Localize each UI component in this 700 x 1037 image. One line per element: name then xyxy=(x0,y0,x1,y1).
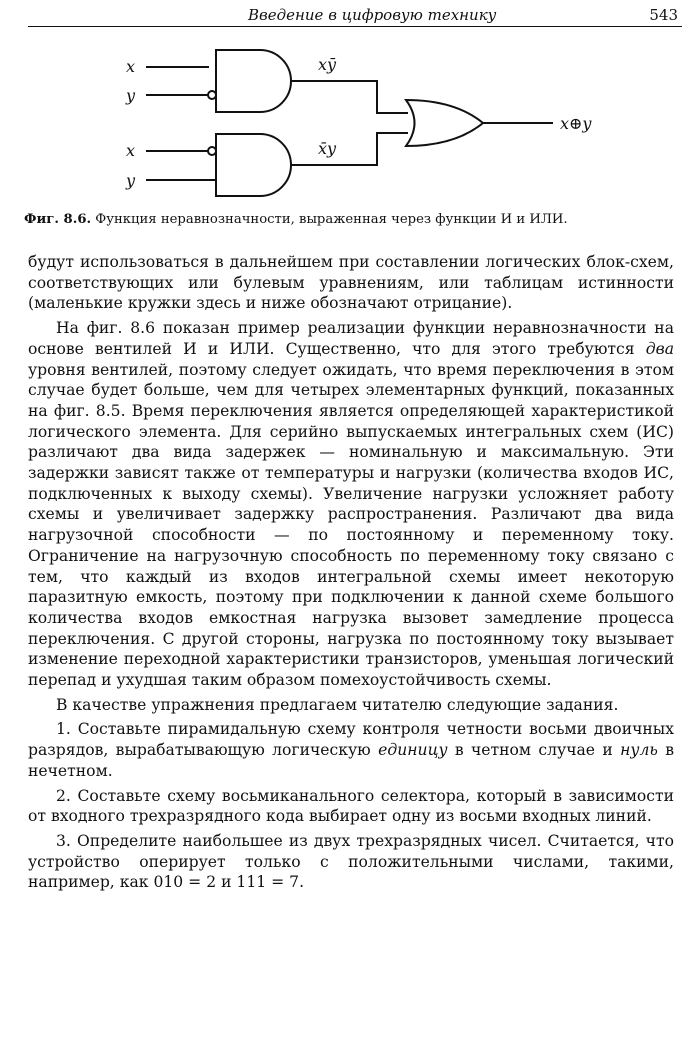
g1-input-x-label: x xyxy=(126,57,136,76)
paragraph xyxy=(28,695,674,716)
g1-output-label: xȳ xyxy=(318,55,337,74)
italic-run: два xyxy=(645,339,674,358)
text-run: 3. Определите наибольшее из двух трехразрядных чисел. Считается, что устройство оперирует только с положительными числами, такими, например, как 010 = 2 и 111 = 7. xyxy=(28,831,674,892)
g2-output-label: x̄y xyxy=(318,139,337,158)
text-run: 2. Составьте схему восьмиканального селектора, который в зависимости от входного трехразрядного кода выбирает одну из восьми входных линий. xyxy=(28,786,674,826)
g2-input-x-label: x xyxy=(126,141,136,160)
paragraph xyxy=(28,786,674,827)
logic-diagram xyxy=(110,40,610,200)
paragraph xyxy=(28,318,674,691)
italic-run: нуль xyxy=(620,741,658,760)
wire-g1-out xyxy=(291,81,408,113)
text-run: 1. Составьте пирамидальную схему контроля четности восьми двоичных разрядов, вырабатывающую логическую xyxy=(28,720,674,760)
and-gate-1 xyxy=(216,50,291,112)
text-run: уровня вентилей, поэтому следует ожидать, что время переключения в этом случае будет больше, чем для четырех элементарных функций, показанных на фиг. 8.5. Время переключения является определяющей характеристикой логического элемента. Для серийно выпускаемых интегральных схем (ИС) различают два вида задержек — номинальную и максимальную. Эти задержки зависят также от температуры и нагрузки (количества входов ИС, подключенных к выходу схемы). Увеличение нагрузки усложняет работу схемы и увеличивает задержку распространения. Различают два вида нагрузочной способности — по постоянному и переменному току. Ограничение на нагрузочную способность по переменному току связано с тем, что каждый из входов интегральной схемы имеет некоторую паразитную емкость, поэтому при подключении к данной схеме большого количества входов емкостная нагрузка вызовет замедление процесса переключения. С другой стороны, нагрузка по постоянному току вызывает изменение переходной характеристики транзисторов, уменьшая логический перепад и ухудшая таким образом помехоустойчивость схемы. xyxy=(28,360,674,690)
paragraph xyxy=(28,831,674,893)
text-run: будут использоваться в дальнейшем при составлении логических блок-схем, соответствующих или булевым уравнениям, или таблицам истинности (маленькие кружки здесь и ниже обозначают отрицание). xyxy=(28,253,674,313)
xor-circuit-svg xyxy=(110,40,610,200)
g1-input-y-label: y xyxy=(126,86,136,105)
g2-input-y-label: y xyxy=(126,171,136,190)
figure-caption xyxy=(24,212,676,227)
or-gate xyxy=(406,100,483,146)
paragraph xyxy=(28,719,674,781)
text-run: На фиг. 8.6 показан пример реализации функции неравнозначности на основе вентилей И и ИЛИ. Существенно, что для этого требуются xyxy=(28,319,674,358)
wire-g2-out xyxy=(291,133,408,165)
italic-run: единицу xyxy=(378,741,448,760)
caption-text: Функция неравнозначности, выраженная через функции И и ИЛИ. xyxy=(95,212,568,227)
body-text xyxy=(28,252,674,897)
caption-label: Фиг. 8.6. xyxy=(24,212,92,227)
text-run: в четном случае и xyxy=(447,741,621,760)
final-output-label: x⊕y xyxy=(560,114,592,133)
header-title: Введение в цифровую технику xyxy=(248,6,497,24)
and-gate-2 xyxy=(216,134,291,196)
text-run: в нечетном. xyxy=(28,741,674,780)
paragraph xyxy=(28,252,674,314)
text-run: В качестве упражнения предлагаем читателю следующие задания. xyxy=(56,695,619,714)
page-number: 543 xyxy=(649,6,678,24)
inverter-bubble-g2 xyxy=(208,147,216,155)
running-header xyxy=(28,4,682,27)
inverter-bubble-g1 xyxy=(208,91,216,99)
